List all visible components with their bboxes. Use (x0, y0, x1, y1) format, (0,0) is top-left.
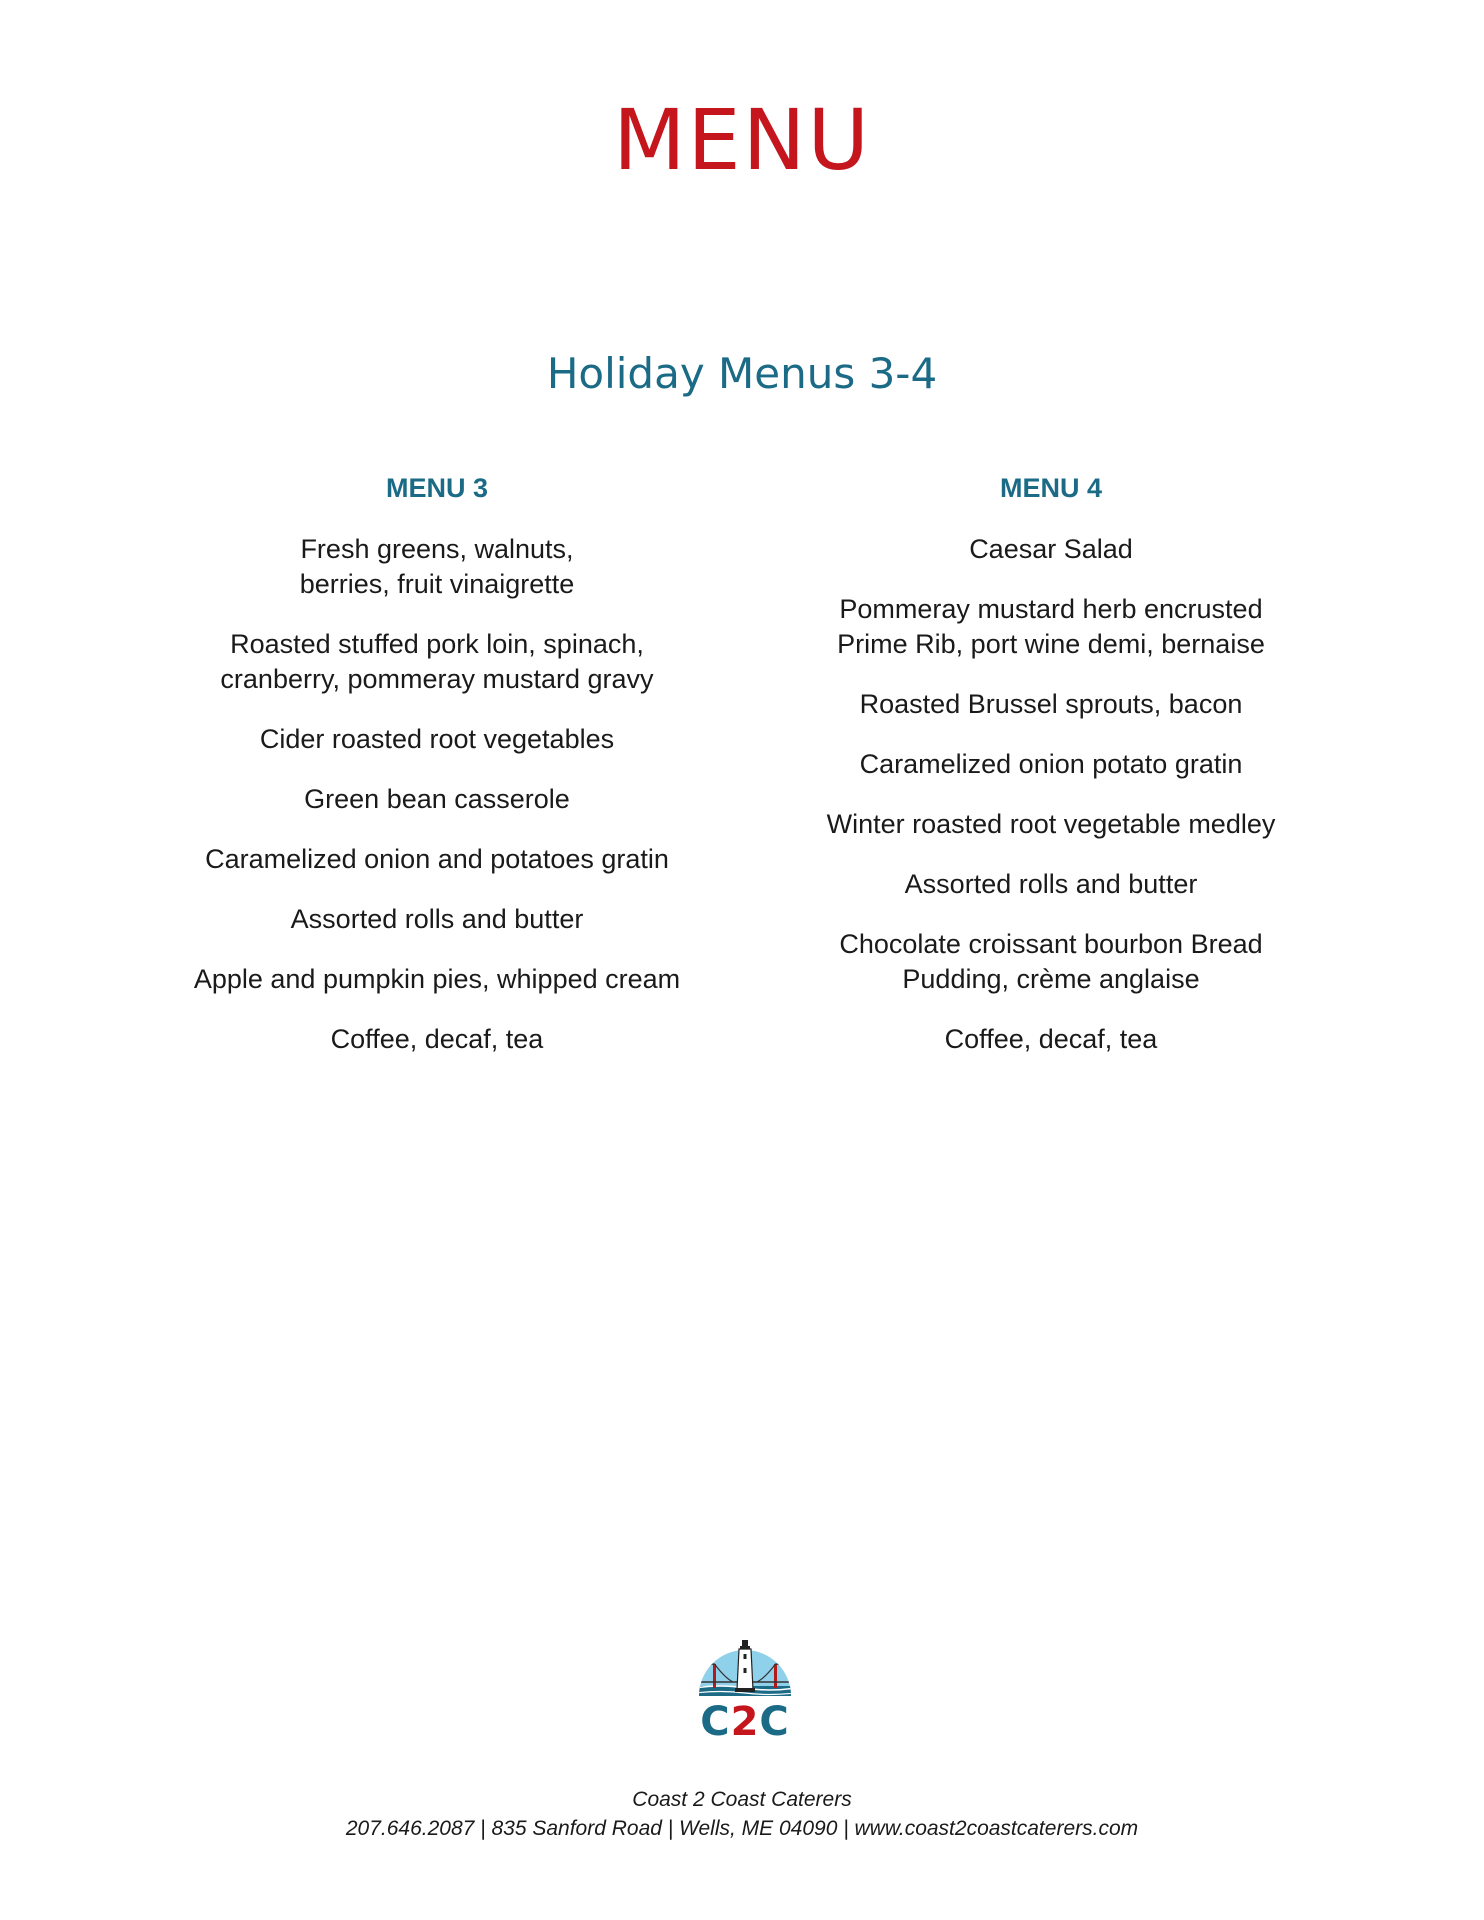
menu-item: Coffee, decaf, tea (944, 1024, 1158, 1054)
logo-letter-c: C (759, 1699, 790, 1745)
menu-item: Cider roasted root vegetables (259, 724, 615, 754)
menu-item: Apple and pumpkin pies, whipped cream (193, 964, 681, 994)
menu-item: Caesar Salad (969, 534, 1133, 564)
menu-item: Pommeray mustard herb encrusted Prime Rib, port wine demi, bernaise (837, 594, 1265, 659)
menu-item: Chocolate croissant bourbon Bread Pudding, crème anglaise (839, 929, 1263, 994)
footer-company-name: Coast 2 Coast Caterers (632, 1788, 852, 1811)
menu-column-4 (741, 470, 1361, 1082)
logo-letter-c: C (700, 1699, 731, 1745)
menu-item: Assorted rolls and butter (290, 904, 584, 934)
menu-item: Coffee, decaf, tea (330, 1024, 544, 1054)
menu-item: Roasted stuffed pork loin, spinach, cranberry, pommeray mustard gravy (220, 629, 654, 694)
footer-contact-info: 207.646.2087 | 835 Sanford Road | Wells, ME 04090 | www.coast2coastcaterers.com (345, 1817, 1139, 1840)
lighthouse-bridge-logo-icon (695, 1638, 795, 1700)
menu-item: Green bean casserole (304, 784, 570, 814)
company-logo (695, 1638, 795, 1750)
logo-letter-2: 2 (730, 1699, 760, 1745)
logo-wordmark (695, 1700, 795, 1744)
page-title: MENU (613, 91, 871, 189)
page-subtitle: Holiday Menus 3-4 (546, 349, 938, 398)
menu-item: Caramelized onion potato gratin (859, 749, 1243, 779)
menu-item: Roasted Brussel sprouts, bacon (859, 689, 1243, 719)
menu-column-3 (127, 470, 747, 1082)
menu-heading: MENU 4 (999, 473, 1102, 503)
menu-item: Winter roasted root vegetable medley (826, 809, 1276, 839)
menu-item: Fresh greens, walnuts, berries, fruit vinaigrette (299, 534, 575, 599)
menu-heading: MENU 3 (385, 473, 488, 503)
menu-item: Caramelized onion and potatoes gratin (205, 844, 669, 874)
menu-item: Assorted rolls and butter (904, 869, 1198, 899)
